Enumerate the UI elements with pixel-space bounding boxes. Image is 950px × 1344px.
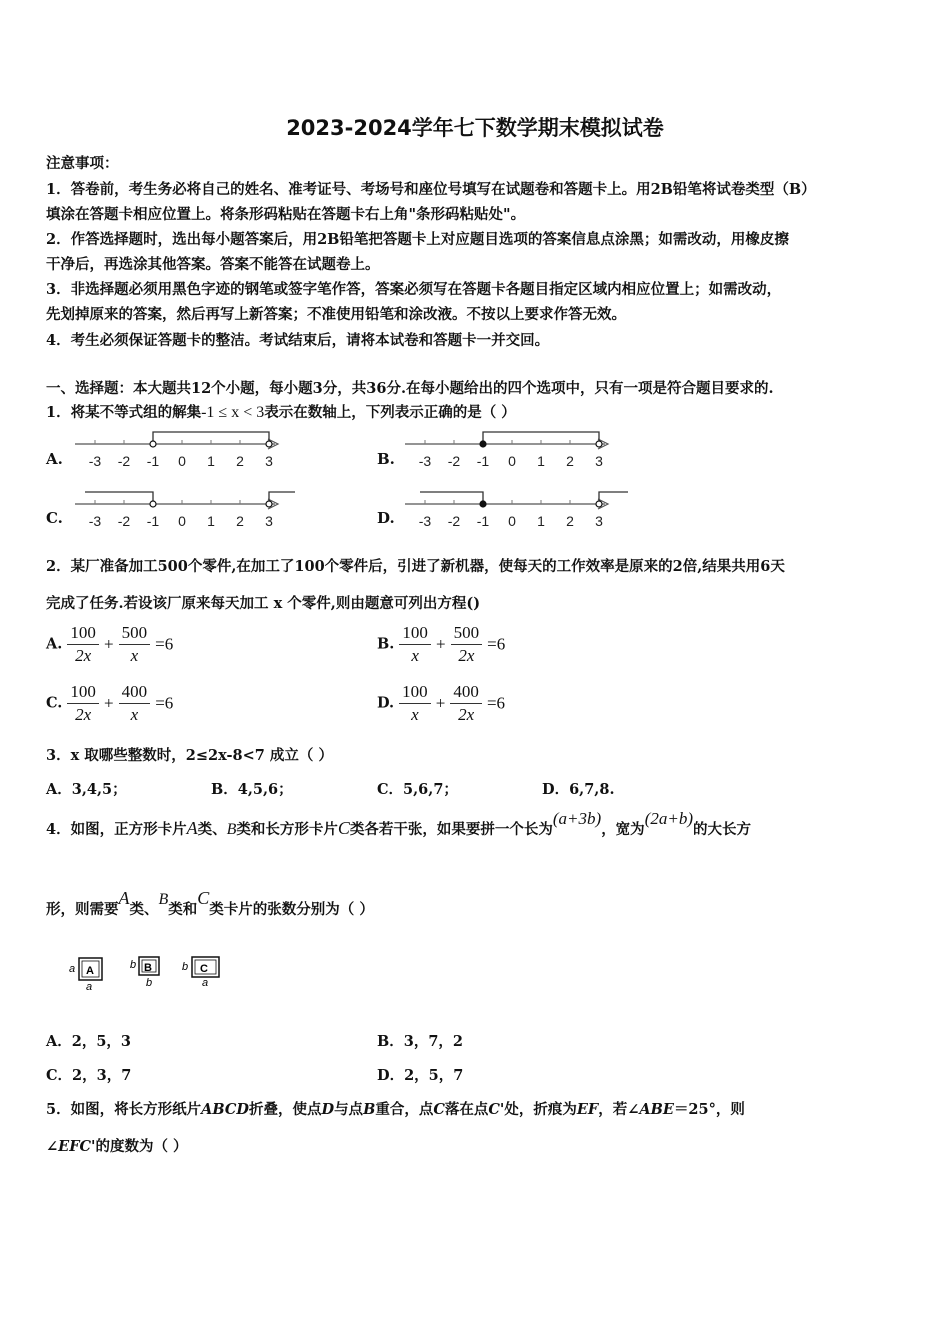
tick-label: 2 bbox=[566, 453, 574, 469]
q1-stem-text: 1．将某不等式组的解集 bbox=[46, 404, 202, 421]
open-endpoint bbox=[150, 441, 156, 447]
tick-label: 1 bbox=[537, 513, 545, 529]
q2-option-c: C. $\frac{100}{2x}$ + $\frac{400}{x}$ =6 bbox=[46, 682, 174, 724]
tick-label: 3 bbox=[595, 513, 603, 529]
card-b bbox=[130, 957, 159, 989]
card-a bbox=[69, 958, 102, 993]
q1-option-d-label: D. bbox=[377, 509, 395, 527]
card-c bbox=[182, 957, 219, 989]
notice-line: 干净后，再选涂其他答案。答案不能答在试题卷上。 bbox=[46, 256, 380, 273]
fraction: $\frac{500}{2x}$ bbox=[451, 622, 483, 667]
number-line-d bbox=[400, 486, 630, 534]
tick-label: -2 bbox=[117, 453, 131, 469]
q1-option-c-label: C. bbox=[46, 509, 63, 527]
q4-option-a: A．2，5，3 bbox=[46, 1033, 132, 1050]
tick-label: 3 bbox=[265, 453, 273, 469]
notice-line: 2．作答选择题时，选出每小题答案后，用2B铅笔把答题卡上对应题目选项的答案信息点涂黑；如需改动，用橡皮擦 bbox=[46, 231, 789, 248]
q4-option-b: B．3，7，2 bbox=[377, 1033, 464, 1050]
question-1-stem bbox=[46, 401, 516, 422]
notice-heading: 注意事项： bbox=[46, 155, 119, 172]
tick-label: 0 bbox=[508, 513, 516, 529]
section-heading: 一、选择题：本大题共12个小题，每小题3分，共36分.在每小题给出的四个选项中，只有一项是符合题目要求的. bbox=[46, 380, 774, 397]
q2-option-a: A. $\frac{100}{2x}$ + $\frac{500}{x}$ =6 bbox=[46, 623, 174, 665]
closed-endpoint bbox=[480, 441, 486, 447]
q2-option-label: B. bbox=[377, 635, 395, 653]
q1-option-b-label: B. bbox=[377, 450, 395, 468]
q3-option-b: B．4,5,6； bbox=[211, 781, 293, 798]
question-3-stem: 3．x 取哪些整数时，2≤2x-8<7 成立（ ） bbox=[46, 747, 333, 764]
q3-option-a: A．3,4,5； bbox=[46, 781, 127, 798]
left-ray bbox=[420, 492, 483, 504]
tick-label: -3 bbox=[88, 513, 102, 529]
fraction: $\frac{100}{x}$ bbox=[399, 622, 431, 667]
tick-label: 1 bbox=[207, 513, 215, 529]
card-a-name: A bbox=[86, 965, 94, 977]
question-5-line1: 5．如图，将长方形纸片ABCD折叠，使点D与点B重合，点C落在点C'处，折痕为EF，若∠ABE＝25°，则 bbox=[46, 1101, 745, 1118]
tick-label: 0 bbox=[508, 453, 516, 469]
tick-label: 0 bbox=[178, 453, 186, 469]
q4-option-d: D．2，5，7 bbox=[377, 1067, 464, 1084]
tick-label: -3 bbox=[418, 453, 432, 469]
q1-stem-text-2: 表示在数轴上，下列表示正确的是（ ） bbox=[264, 404, 516, 421]
card-b-side-label: b bbox=[130, 959, 137, 971]
fraction: $\frac{500}{x}$ bbox=[119, 622, 151, 667]
number-line-b bbox=[400, 426, 630, 474]
notice-line: 先划掉原来的答案，然后再写上新答案；不准使用铅笔和涂改液。不按以上要求作答无效。 bbox=[46, 306, 626, 323]
question-2-line1: 2．某厂准备加工500个零件,在加工了100个零件后，引进了新机器，使每天的工作效率是原来的2倍,结果共用6天 bbox=[46, 558, 785, 575]
tick-label: 1 bbox=[537, 453, 545, 469]
notice-line: 1．答卷前，考生务必将自己的姓名、准考证号、考场号和座位号填写在试题卷和答题卡上。用2B铅笔将试卷类型（B） bbox=[46, 181, 816, 198]
tick-label: -1 bbox=[476, 513, 490, 529]
open-endpoint bbox=[596, 501, 602, 507]
card-a-side-label: a bbox=[69, 963, 76, 975]
fraction: $\frac{100}{2x}$ bbox=[67, 622, 99, 667]
tick-label: 2 bbox=[236, 513, 244, 529]
open-endpoint bbox=[266, 501, 272, 507]
tick-label: 3 bbox=[265, 513, 273, 529]
tick-label: -1 bbox=[476, 453, 490, 469]
fraction: $\frac{400}{2x}$ bbox=[450, 681, 482, 726]
question-4-line2: 形，则需要A类、B类和C类卡片的张数分别为（ ） bbox=[46, 888, 374, 918]
closed-endpoint bbox=[480, 501, 486, 507]
open-endpoint bbox=[150, 501, 156, 507]
q3-option-d: D．6,7,8. bbox=[542, 781, 615, 798]
card-b-name: B bbox=[144, 962, 152, 974]
q2-option-d: D. $\frac{100}{x}$ + $\frac{400}{2x}$ =6 bbox=[377, 682, 506, 724]
tick-label: -2 bbox=[117, 513, 131, 529]
q2-option-label: D. bbox=[377, 694, 395, 712]
open-endpoint bbox=[596, 441, 602, 447]
number-line-c bbox=[70, 486, 300, 534]
fraction: $\frac{100}{2x}$ bbox=[67, 681, 99, 726]
card-c-bottom-label: a bbox=[202, 977, 209, 989]
tick-label: 3 bbox=[595, 453, 603, 469]
q2-option-b: B. $\frac{100}{x}$ + $\frac{500}{2x}$ =6 bbox=[377, 623, 506, 665]
tick-label: -1 bbox=[146, 453, 160, 469]
card-b-bottom-label: b bbox=[146, 977, 153, 989]
number-line-a bbox=[70, 426, 300, 474]
card-c-name: C bbox=[200, 963, 208, 975]
right-ray bbox=[269, 492, 295, 504]
notice-line: 填涂在答题卡相应位置上。将条形码粘贴在答题卡右上角"条形码粘贴处"。 bbox=[46, 206, 526, 223]
q4-cards-figure bbox=[66, 948, 236, 994]
tick-label: -2 bbox=[447, 453, 461, 469]
question-5-line2: ∠EFC'的度数为（ ） bbox=[46, 1138, 188, 1155]
q2-option-label: C. bbox=[46, 694, 63, 712]
page-title: 2023-2024学年七下数学期末模拟试卷 bbox=[286, 116, 664, 140]
fraction: $\frac{400}{x}$ bbox=[119, 681, 151, 726]
notice-line: 3．非选择题必须用黑色字迹的钢笔或签字笔作答，答案必须写在答题卡各题目指定区域内相应位置上；如需改动， bbox=[46, 281, 782, 298]
question-4-line1: 4．如图，正方形卡片A类、B类和长方形卡片C类各若干张，如果要拼一个长为(a+3b)，宽为(2a+b)的大长方 bbox=[46, 809, 751, 838]
tick-label: 2 bbox=[236, 453, 244, 469]
card-c-side-label: b bbox=[182, 961, 189, 973]
tick-label: 2 bbox=[566, 513, 574, 529]
tick-label: -3 bbox=[88, 453, 102, 469]
tick-label: -3 bbox=[418, 513, 432, 529]
q1-math: -1 ≤ x < 3 bbox=[201, 404, 265, 421]
fraction: $\frac{100}{x}$ bbox=[399, 681, 431, 726]
q1-option-a-label: A. bbox=[46, 450, 63, 468]
q3-option-c: C．5,6,7； bbox=[377, 781, 458, 798]
notice-line: 4．考生必须保证答题卡的整洁。考试结束后，请将本试卷和答题卡一并交回。 bbox=[46, 332, 550, 349]
tick-label: -2 bbox=[447, 513, 461, 529]
q2-option-label: A. bbox=[46, 635, 63, 653]
tick-label: 0 bbox=[178, 513, 186, 529]
tick-label: 1 bbox=[207, 453, 215, 469]
open-endpoint bbox=[266, 441, 272, 447]
tick-label: -1 bbox=[146, 513, 160, 529]
question-2-line2: 完成了任务.若设该厂原来每天加工 x 个零件,则由题意可列出方程() bbox=[46, 595, 481, 612]
q4-option-c: C．2，3，7 bbox=[46, 1067, 132, 1084]
card-a-bottom-label: a bbox=[86, 981, 93, 993]
